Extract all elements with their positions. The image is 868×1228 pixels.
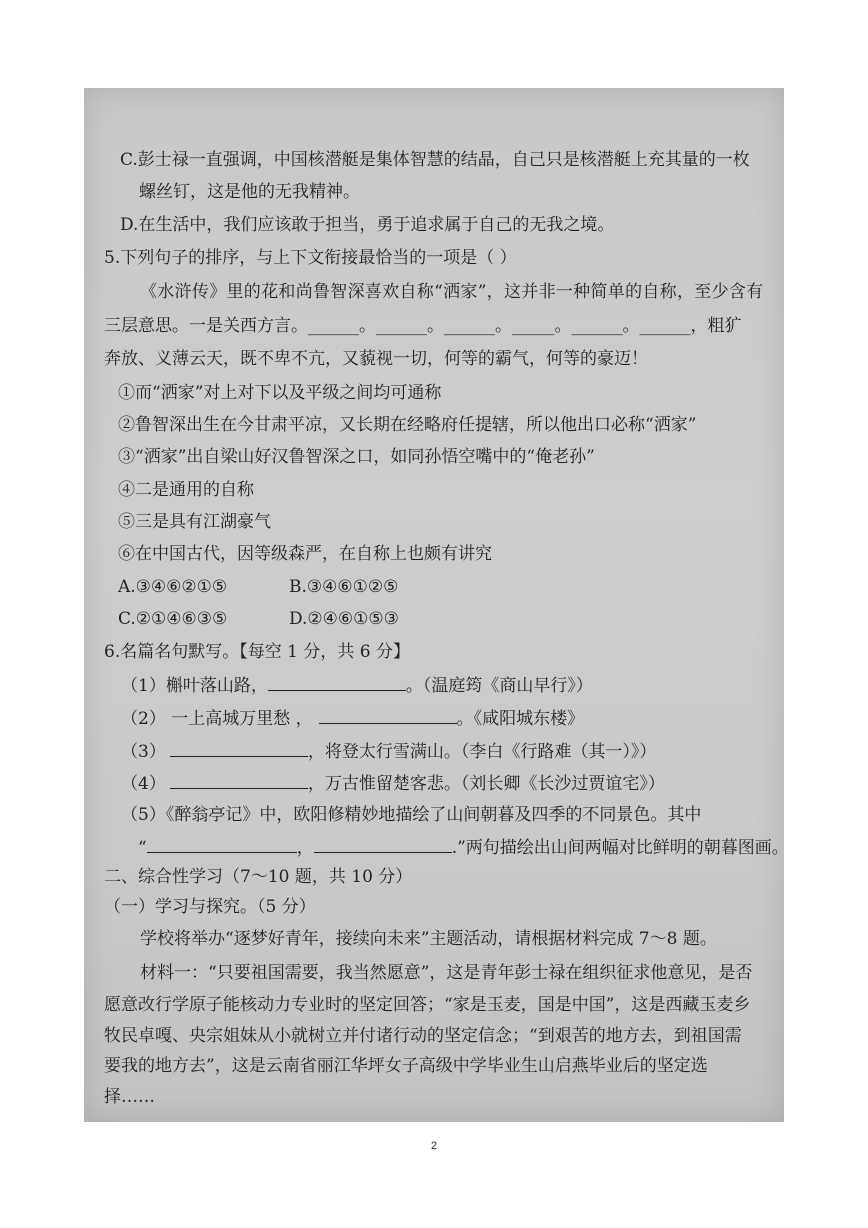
sentence-1: ①而“洒家”对上对下以及平级之间均可通称	[118, 383, 442, 403]
passage-line2: 三层意思。一是关西方言。______。______。______。_____。______。______，粗犷	[104, 316, 742, 336]
poem-3-suffix: ，将登太行雪满山。（李白《行路难（其一）》）	[307, 742, 657, 762]
option-c-line2: 螺丝钉，这是他的无我精神。	[139, 182, 360, 202]
passage-line3: 奔放、义薄云天，既不卑不亢，又藐视一切，何等的霸气，何等的豪迈！	[104, 349, 648, 369]
poem-3-prefix: （3）	[121, 742, 166, 762]
poem-item-1	[121, 674, 593, 697]
choice-d: D.②④⑥①⑤③	[289, 609, 399, 629]
sentence-2: ②鲁智深出生在今甘肃平凉，又长期在经略府任提辖，所以他出口必称“洒家”	[118, 415, 697, 435]
answer-blank[interactable]	[314, 836, 452, 853]
poem-item-2	[121, 707, 584, 730]
passage-line1: 《水浒传》里的花和尚鲁智深喜欢自称“洒家”，这并非一种简单的自称，至少含有	[140, 282, 764, 302]
page-number: 2	[430, 1140, 438, 1152]
choice-c: C.②①④⑥③⑤	[118, 609, 228, 629]
poem-1-prefix: （1）槲叶落山路，	[121, 676, 268, 696]
poem-5-suffix: .”两句描绘出山间两幅对比鲜明的朝暮图画。	[451, 838, 789, 858]
question-6: 6.名篇名句默写。【每空 1 分，共 6 分】	[104, 642, 410, 662]
material-line4: 要我的地方去”，这是云南省丽江华坪女子高级中学毕业生山启燕毕业后的坚定选	[104, 1056, 708, 1076]
answer-blank[interactable]	[319, 707, 457, 724]
poem-item-4	[121, 772, 665, 795]
open-quote: “	[138, 838, 147, 858]
answer-blank[interactable]	[170, 740, 308, 757]
answer-blank[interactable]	[147, 836, 297, 853]
sentence-6: ⑥在中国古代，因等级森严，在自称上也颇有讲究	[118, 544, 492, 564]
choice-a: A.③④⑥②①⑤	[118, 577, 228, 597]
section-two-heading: 二、综合性学习（7～10 题，共 10 分）	[104, 867, 413, 887]
sentence-4: ④二是通用的自称	[118, 480, 254, 500]
material-line1: 材料一：“只要祖国需要，我当然愿意”，这是青年彭士禄在组织征求他意见，是否	[140, 963, 753, 983]
sentence-3: ③“洒家”出自梁山好汉鲁智深之口，如同孙悟空嘴中的“俺老孙”	[118, 447, 595, 467]
question-5: 5.下列句子的排序，与上下文衔接最恰当的一项是（ ）	[104, 248, 517, 268]
material-line5: 择……	[104, 1087, 155, 1107]
choice-b: B.③④⑥①②⑤	[289, 577, 399, 597]
subsection-heading: （一）学习与探究。（5 分）	[104, 897, 316, 917]
option-c-line1: C.彭士禄一直强调，中国核潜艇是集体智慧的结晶，自己只是核潜艇上充其量的一枚	[120, 150, 750, 170]
poem-2-suffix: 。《咸阳城东楼》	[456, 709, 585, 729]
poem-4-suffix: ，万古惟留楚客悲。（刘长卿《长沙过贾谊宅》）	[307, 774, 665, 794]
material-line3: 牧民卓嘎、央宗姐妹从小就树立并付诸行动的坚定信念；“到艰苦的地方去，到祖国需	[104, 1026, 742, 1046]
poem-2-prefix: （2） 一上高城万里愁 ，	[121, 709, 313, 729]
answer-blank[interactable]	[170, 772, 308, 789]
sentence-5: ⑤三是具有江湖豪气	[118, 512, 271, 532]
poem-item-3	[121, 740, 656, 763]
comma: ，	[296, 838, 314, 858]
option-d: D.在生活中，我们应该敢于担当，勇于追求属于自己的无我之境。	[120, 215, 615, 235]
poem-item-5: （5）《醉翁亭记》中，欧阳修精妙地描绘了山间朝暮及四季的不同景色。其中	[121, 805, 702, 825]
answer-blank[interactable]	[268, 674, 406, 691]
activity-intro: 学校将举办“逐梦好青年，接续向未来”主题活动，请根据材料完成 7～8 题。	[140, 929, 717, 949]
material-line2: 愿意改行学原子能核动力专业时的坚定回答；“家是玉麦，国是中国”，这是西藏玉麦乡	[104, 995, 751, 1015]
poem-item-5-blanks	[138, 836, 789, 859]
poem-4-prefix: （4）	[121, 774, 166, 794]
poem-1-suffix: 。（温庭筠《商山早行》）	[405, 676, 593, 696]
